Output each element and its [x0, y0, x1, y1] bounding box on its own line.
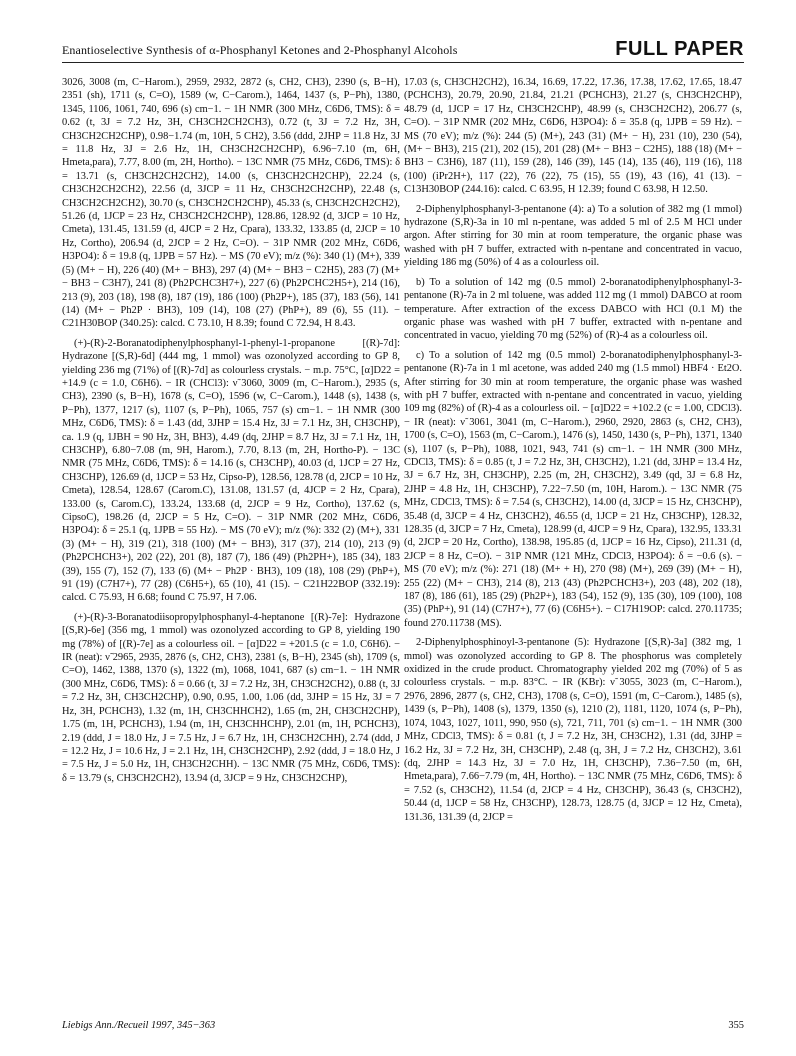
right-column	[404, 76, 742, 824]
paragraph: (+)-(R)-3-Boranatodiisopropylphosphanyl-4-heptanone [(R)-7e]: Hydrazone [(S,R)-6e] (356 mg, 1 mmol) was ozonolyzed according to GP 8, yielding 190 mg (78%) of [(R)-7e] as a colourless oil. − [α]D22 = +201.5 (c = 1.0, C6H6). − IR (neat): ν̃ 2965, 2935, 2876 (s, CH2, CH3), 2381 (s, B−H), 2345 (sh), 1709 (s, C=O), 1462, 1388, 1370 (s), 1322 (m), 1068, 1041, 687 (s) cm−1. − 1H NMR (300 MHz, C6D6, TMS): δ = 0.66 (t, 3J = 7.2 Hz, 3H, CH3CH2CH2), 0.88 (t, 3J = 7.2 Hz, 3H, CH3CH2CHP), 0.90, 0.95, 1.00, 1.06 (dd, 3JHP = 15 Hz, 3J = 7 Hz, 3H, PCHCH3), 1.32 (m, 1H, CH3CHHCH2), 1.65 (m, 2H, CH3CH2CHP), 1.75 (m, 1H, PCHCH3), 1.94 (m, 1H, CH3CHHCHP), 2.01 (m, 1H, PCHCH3), 2.19 (ddd, J = 18.0 Hz, J = 7.5 Hz, J = 6.7 Hz, 1H, CH3CH2CHH), 2.74 (ddd, J = 12.2 Hz, J = 10.6 Hz, J = 2.1 Hz, 1H, CH3CH2CHP), 2.92 (ddd, J = 18.0 Hz, J = 7.5 Hz, J = 5.0 Hz, 1H, CH3CH2CHH). − 13C NMR (75 MHz, C6D6, TMS): δ = 13.79 (s, CH3CH2CH2), 13.94 (d, 3JCP = 9 Hz, CH3CH2CHP),	[62, 611, 400, 784]
page-footer	[62, 1020, 744, 1036]
journal-citation: Liebigs Ann./Recueil 1997, 345−363	[62, 1020, 216, 1031]
paragraph: 17.03 (s, CH3CH2CH2), 16.34, 16.69, 17.22, 17.36, 17.38, 17.62, 17.65, 18.47 (PCHCH3), 20.79, 20.90, 21.84, 21.21 (PCHCH3), 21.27 (s, CH3CH2CHP), 48.79 (d, 1JCP = 17 Hz, CH3CH2CHP), 48.99 (s, CH3CH2CH2), 206.77 (s, C=O). − 31P NMR (202 MHz, C6D6, H3PO4): δ = 35.8 (q, 1JPB = 59 Hz). − MS (70 eV); m/z (%): 244 (5) (M+), 243 (31) (M+ − H), 231 (10), 230 (54), (M+ − BH3), 215 (21), 202 (15), 201 (28) (M+ − BH3 − C2H5), 188 (18) (M+ − BH3 − C3H6), 187 (11), 159 (28), 146 (39), 145 (14), 135 (46), 119 (16), 118 (100) (iPr2H+), 117 (22), 76 (22), 75 (15), 55 (19), 43 (16), 41 (13). − C13H30BOP (244.16): calcd. C 63.95, H 12.39; found C 63.98, H 12.50.	[404, 77, 742, 196]
left-column	[62, 76, 400, 785]
paragraph: (+)-(R)-2-Boranatodiphenylphosphanyl-1-phenyl-1-propanone [(R)-7d]: Hydrazone [(S,R)-6d] (444 mg, 1 mmol) was ozonolyzed according to GP 8, yielding 236 mg (71%) of [(R)-7d] as colourless crystals. − m.p. 75°C, [α]D22 = +14.9 (c = 1.0, C6H6). − IR (CHCl3): ν̃ 3060, 3009 (m, C−Harom.), 2935 (s, CH3), 2390 (s, B−H), 1678 (s, C=O), 1596 (w, C−Carom.), 1448 (s), 1438 (s, P−Ph), 1377, 1217 (s), 1107 (s, P−Ph), 1065, 757 (s) cm−1. − 1H NMR (300 MHz, C6D6, TMS): δ = 1.43 (dd, 3JHP = 15.4 Hz, 3J = 7.1 Hz, 3H, CH3CHP), ca. 1.9 (q, 1JBH = 90 Hz, 3H, BH3), 4.49 (dq, 2JHP = 8.7 Hz, 3J = 7.1 Hz, 1H, CH3CHP), 6.80−7.08 (m, 9H, Harom.), 7.70, 8.13 (m, 2H, Hortho-P). − 13C NMR (75 MHz, C6D6, TMS): δ = 14.16 (s, CH3CHP), 40.03 (d, 1JCP = 27 Hz, CH3CHP), 126.69 (d, 1JCP = 53 Hz, Cipso-P), 128.56, 128.78 (d, 2JCP = 10 Hz, Cmeta), 128.54, 128.67 (Carom.C), 131.08, 131.57 (d, 4JCP = 2 Hz, Cpara), 133.00 (s, Carom.C), 133.24, 133.68 (d, 2JCP = 9 Hz, Cortho), 137.62 (s, CipsoC), 198.26 (d, 2JCP = 5 Hz, C=O). − 31P NMR (202 MHz, C6D6, H3PO4): δ = 25.1 (q, 1JPB = 55 Hz). − MS (70 eV); m/z (%): 332 (2) (M+), 331 (3) (M+ − H), 319 (21), 318 (100) (M+ − BH3), 317 (37), 214 (10), 213 (9) (Ph2PCHCH3+), 202 (22), 201 (8), 187 (7), 186 (49) (Ph2PH+), 185 (34), 183 (39), 155 (7), 152 (7), 133 (6) (M+ − Ph2P · BH3), 109 (18), 108 (29) (PhP+), 91 (19) (C7H7+), 77 (28) (C6H5+), 65 (10), 41 (15). − C21H22BOP (332.19): calcd. C 75.93, H 6.68; found C 75.97, H 7.06.	[62, 337, 400, 604]
running-title: Enantioselective Synthesis of α-Phosphanyl Ketones and 2-Phosphanyl Alcohols	[62, 43, 458, 57]
paragraph: b) To a solution of 142 mg (0.5 mmol) 2-boranatodiphenylphosphanyl-3-pentanone (R)-7a in 2 ml toluene, was added 112 mg (1 mmol) DABCO at room temperature. After extraction of the excess DABCO with HCl (0.1 M) the organic phase was washed with pH 7 buffer, extracted with n-pentane and concentrated in vacuo, yielding 70 mg (52%) of (R)-4 as a colourless oil.	[404, 276, 742, 342]
running-header	[62, 34, 744, 63]
section-tag: FULL PAPER	[615, 38, 744, 60]
page-number: 355	[728, 1020, 744, 1031]
paragraph: 3026, 3008 (m, C−Harom.), 2959, 2932, 2872 (s, CH2, CH3), 2390 (s, B−H), 2351 (sh), 1711 (s, C=O), 1589 (w, C−Carom.), 1464, 1437 (s, P−Ph), 1380, 1345, 1106, 1061, 740, 696 (s) cm−1. − 1H NMR (300 MHz, C6D6, TMS): δ = 0.62 (t, 3J = 7.2 Hz, 3H, CH3CH2CH2CH3), 0.72 (t, 3J = 7.2 Hz, 3H, CH3CH2CH2CHP), 0.98−1.74 (m, 10H, 5 CH2), 3.56 (ddd, 2JHP = 11.8 Hz, 3J = 11.8 Hz, 3J = 2.6 Hz, 1H, CH3CH2CH2CHP), 6.96−7.10 (m, 6H, Hmeta,para), 7.77, 8.00 (m, 2H, Hortho). − 13C NMR (75 MHz, C6D6, TMS): δ = 13.71 (s, CH3CH2CH2CH2), 14.00 (s, CH3CH2CH2CHP), 22.24 (s, CH3CH2CH2CH2), 22.56 (d, 3JCP = 11 Hz, CH3CH2CH2CHP), 22.48 (s, CH3CH2CH2CH2), 30.70 (s, CH3CH2CH2CHP), 45.33 (s, CH3CH2CH2CH2), 51.26 (d, 1JCP = 23 Hz, CH3CH2CH2CHP), 128.86, 128.92 (d, 3JCP = 10 Hz, Cmeta), 131.45, 131.59 (d, 4JCP = 2 Hz, Cpara), 133.32, 133.85 (d, 2JCP = 10 Hz, Cortho), 206.94 (d, 2JCP = 2 Hz, C=O). − 31P NMR (202 MHz, C6D6, H3PO4): δ = 19.8 (q, 1JPB = 57 Hz). − MS (70 eV); m/z (%): 340 (1) (M+), 339 (5) (M+ − H), 226 (40) (M+ − BH3), 297 (4) (M+ − BH3 − C2H5), 283 (7) (M+ − BH3 − C3H7), 241 (8) (Ph2PCHC3H7+), 227 (6) (Ph2PCHC2H5+), 214 (16), 213 (9), 203 (18), 198 (8), 187 (19), 186 (100) (Ph2P+), 185 (37), 183 (56), 141 (14) (M+ − Ph2P · BH3), 109 (14), 108 (27) (PhP+), 89 (6), 55 (11). − C21H30BOP (340.25): calcd. C 73.10, H 8.39; found C 72.94, H 8.43.	[62, 77, 400, 330]
paragraph: c) To a solution of 142 mg (0.5 mmol) 2-boranatodiphenylphosphanyl-3-pentanone (R)-7a in 1 ml acetone, was added 240 mg (1.5 mmol) HBF4 · Et2O. After stirring for 30 min at room temperature, the organic phase was washed with pH 7 buffer, extracted with n-pentane and concentrated in vacuo, yielding 109 mg (82%) of (R)-4 as a colourless oil. − [α]D22 = +102.2 (c = 1.00, CDCl3). − IR (neat): ν̃ 3061, 3041 (m, C−Harom.), 2960, 2920, 2863 (s, CH2, CH3), 1700 (s, C=O), 1563 (m, C−Carom.), 1476 (s), 1450, 1430 (s, P−Ph), 1371, 1340 (s), 1107 (s, P−Ph), 1088, 1021, 943, 741 (s) cm−1. − 1H NMR (300 MHz, CDCl3, TMS): δ = 0.85 (t, J = 7.2 Hz, 3H, CH3CH2), 1.21 (dd, 3JHP = 13.4 Hz, 3J = 6.7 Hz, 3H, CH3CHP), 2.25 (m, 2H, CH3CH2), 3.49 (qd, 3J = 6.8 Hz, 2JHP = 4.8 Hz, 1H, CH3CHP), 7.22−7.50 (m, 10H, Harom.). − 13C NMR (75 MHz, CDCl3, TMS): δ = 7.54 (s, CH3CH2), 14.00 (d, 3JCP = 15 Hz, CH3CHP), 35.48 (d, 3JCP = 4 Hz, CH3CH2), 46.55 (d, 1JCP = 21 Hz, CH3CHP), 128.32, 128.35 (d, 3JCP = 7 Hz, Cmeta), 128.99 (d, 4JCP = 9 Hz, Cpara), 132.95, 133.31 (d, 2JCP = 20 Hz, Cortho), 138.98, 195.85 (d, 1JCP = 16 Hz, Cipso), 211.31 (d, 2JCP = 8 Hz, C=O). − 31P NMR (121 MHz, CDCl3, H3PO4): δ = −0.6 (s). − MS (70 eV); m/z (%): 271 (18) (M+ + H), 270 (98) (M+), 269 (39) (M+ − H), 255 (22) (M+ − CH3), 214 (8), 213 (43) (Ph2PCHCH3+), 203 (48), 202 (18), 187 (8), 186 (61), 185 (29) (Ph2P+), 183 (54), 152 (9), 135 (30), 109 (100), 108 (35) (PhP+), 91 (14) (C7H7+), 77 (6) (C6H5+). − C17H19OP: calcd. 270.11735; found 270.11738 (MS).	[404, 349, 742, 629]
paragraph: 2-Diphenylphosphanyl-3-pentanone (4): a) To a solution of 382 mg (1 mmol) hydrazone (S,R)-3a in 10 ml n-pentane, was added 5 ml of 2.5 M HCl under argon. After stirring for 30 min at room temperature, the organic phase was washed with pH 7 buffer, extracted with n-pentane and concentrated in vacuo, yielding 186 mg (50%) of 4 as a colourless oil.	[404, 203, 742, 269]
paragraph: 2-Diphenylphosphinoyl-3-pentanone (5): Hydrazone [(S,R)-3a] (382 mg, 1 mmol) was ozonolyzed according to GP 8. The phosphorus was completely oxidized in the crude product. Chromatography yielded 202 mg (70%) of 5 as colourless crystals. − m.p. 83°C. − IR (KBr): ν̃ 3055, 3023 (m, C−Harom.), 2976, 2896, 2877 (s, CH2, CH3), 1708 (s, C=O), 1591 (m, C−Carom.), 1485 (s), 1439 (s, P−Ph), 1408 (s), 1379, 1350 (s), 1210 (2), 1181, 1120, 1074 (s, P−Ph), 1074, 1043, 1027, 1011, 990, 950 (s), 721, 711, 701 (s) cm−1. − 1H NMR (300 MHz, CDCl3, TMS): δ = 0.81 (t, J = 7.2 Hz, 3H, CH3CH2), 1.31 (dd, 3JHP = 16.2 Hz, 3J = 7.2 Hz, 3H, CH3CHP), 2.48 (q, 3H, J = 7.2 Hz, CH3CH2), 3.61 (dq, 2JHP = 14.3 Hz, 3J = 7.0 Hz, 1H, CH3CHP), 7.36−7.50 (m, 6H, Hmeta,para), 7.66−7.79 (m, 4H, Hortho). − 13C NMR (75 MHz, C6D6, TMS): δ = 7.52 (s, CH3CH2), 11.54 (d, 2JCP = 4 Hz, CH3CHP), 36.43 (s, CH3CH2), 50.44 (d, 1JCP = 58 Hz, CH3CHP), 128.73, 128.75 (d, 3JCP = 12 Hz, Cmeta), 131.36, 131.39 (d, 2JCP =	[404, 637, 742, 823]
